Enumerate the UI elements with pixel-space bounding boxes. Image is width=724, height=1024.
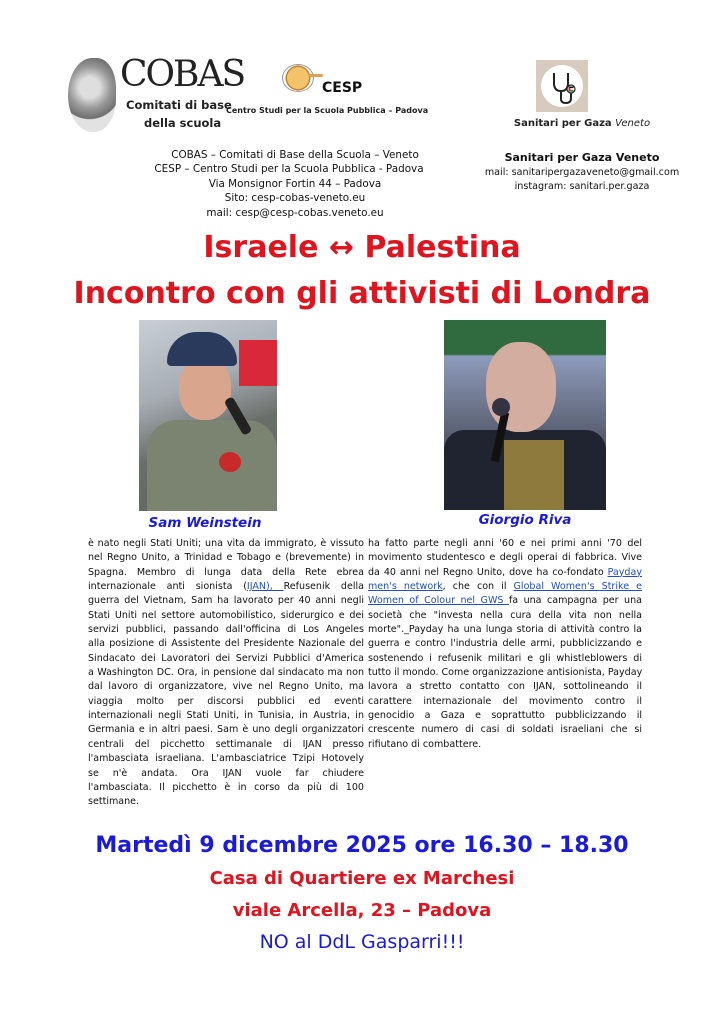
bio-line: sostenendo i refusenik militari e gli whistleblowers di xyxy=(368,652,642,664)
bio-line: Germania e in altri paesi. Sam è uno degli organizzatori xyxy=(88,724,364,736)
bio-line: viaggia molto per discorsi pubblici ed eventi xyxy=(88,695,364,707)
cobas-contact-line: COBAS – Comitati di Base della Scuola – Veneto xyxy=(171,149,419,161)
sanitari-contacts xyxy=(470,150,694,194)
bio-line: rifiutano di combattere. xyxy=(368,738,482,750)
headline-title: Israele ↔ Palestina xyxy=(203,230,521,265)
sanitari-contacts-title: Sanitari per Gaza Veneto xyxy=(504,151,660,164)
photo-figure-cap xyxy=(167,332,237,366)
cobas-contact-line: CESP – Centro Studi per la Scuola Pubblica - Padova xyxy=(154,163,424,176)
bio-line: l'ambasciata israeliana. L'ambasciatrice Tzipi Hotovely xyxy=(88,753,364,765)
photo-figure-head xyxy=(486,342,556,432)
cobas-logo xyxy=(62,50,245,140)
pinocchio-icon xyxy=(282,64,314,92)
bio-line: morte"._Payday ha una lunga storia di attività contro la xyxy=(368,624,642,636)
cobas-contact-line: Via Monsignor Fortin 44 – Padova xyxy=(208,177,382,190)
bio-line: centrali del picchetto settimanale di IJAN presso xyxy=(88,738,364,750)
bio-link[interactable]: IJAN), xyxy=(246,581,284,593)
headline-subtitle: Incontro con gli attivisti di Londra xyxy=(73,276,651,311)
bio-line: settimane. xyxy=(88,796,140,808)
bio-line: alla posizione di Assistente del Presidente Nazionale del xyxy=(88,638,364,650)
bio-link[interactable]: Women of Colour nel GWS xyxy=(368,595,509,607)
bio-line: a Washington DC. Ora, in pensione dal sindacato ma non xyxy=(88,667,364,679)
cesp-logo-subtitle: Centro Studi per la Scuola Pubblica – Padova xyxy=(226,106,429,115)
bio-line: società che "investa nella cura della vita non nella xyxy=(368,609,642,621)
bio-line: se n'è andata. Ora IJAN vuole far chiudere xyxy=(88,767,364,779)
event-date-time: Martedì 9 dicembre 2025 ore 16.30 – 18.30 xyxy=(95,833,629,858)
bio-line: genocidio a Gaza e soprattutto pubblicizzando il xyxy=(368,710,642,722)
photo-shirt-rose xyxy=(219,452,241,472)
bio-link[interactable]: Global Women's Strike e xyxy=(513,581,642,593)
event-slogan: NO al DdL Gasparri!!! xyxy=(259,931,465,953)
stethoscope-icon xyxy=(541,65,583,107)
cesp-logo xyxy=(222,62,442,122)
event-address: viale Arcella, 23 – Padova xyxy=(232,900,492,921)
photo-background-sign xyxy=(239,340,277,386)
bio-line: è nato negli Stati Uniti; una vita da immigrato, è vissuto xyxy=(88,538,364,549)
bio-line: carattere internazionale del movimento contro il xyxy=(368,695,642,707)
event-venue: Casa di Quartiere ex Marchesi xyxy=(209,868,515,889)
cobas-logo-letters: COBAS xyxy=(120,54,245,95)
bio-line: da 40 anni nel Regno Unito, dove ha co-fondato Payday xyxy=(368,566,642,578)
bio-link[interactable]: Payday xyxy=(607,566,642,578)
bio-line: Women of Colour nel GWS fa una campagna per una xyxy=(368,595,642,607)
bio-line: movimento studentesco e degli operai di fabbrica. Vive xyxy=(368,552,642,564)
bio-line: Sindacato dei Lavoratori dei Servizi Pubblici d'America xyxy=(88,652,364,664)
bio-line: guerra e contro l'industria delle armi, pubblicizzando e xyxy=(368,638,642,650)
cobas-website-link[interactable]: Sito: cesp-cobas-veneto.eu xyxy=(224,192,366,205)
cobas-face-illustration xyxy=(68,58,116,132)
photo-figure-body xyxy=(147,420,277,511)
bio-sam-weinstein xyxy=(88,537,364,810)
sanitari-logo xyxy=(536,60,588,112)
sanitari-caption-italic: Veneto xyxy=(615,118,651,129)
speaker-name-sam: Sam Weinstein xyxy=(148,515,262,531)
sanitari-caption-text: Sanitari per Gaza xyxy=(513,118,612,129)
photo-giorgio-riva xyxy=(444,320,606,510)
cobas-logo-line1: Comitati di base xyxy=(126,98,232,112)
bio-link[interactable]: men's network xyxy=(368,581,443,593)
sanitari-mail-link[interactable]: mail: sanitaripergazaveneto@gmail.com xyxy=(484,167,680,178)
cobas-contacts xyxy=(130,148,460,220)
cobas-mail-link[interactable]: mail: cesp@cesp-cobas.veneto.eu xyxy=(206,206,384,219)
bio-line: lavora a stretto contatto con IJAN, sottolineando il xyxy=(368,681,642,693)
photo-figure-head xyxy=(179,358,231,420)
photo-figure-vest xyxy=(504,440,564,510)
bio-line: dal lavoro di organizzatore, vive nel Regno Unito, ma xyxy=(88,681,364,693)
sanitari-logo-caption xyxy=(482,118,682,129)
bio-line: guerra del Vietnam, Sam ha lavorato per 40 anni negli xyxy=(88,595,364,607)
cesp-logo-name: CESP xyxy=(322,80,363,96)
speaker-name-giorgio: Giorgio Riva xyxy=(478,512,572,528)
bio-giorgio-riva xyxy=(368,537,642,752)
bio-line: Spagna. Membro di lunga data della Rete ebrea xyxy=(88,566,364,578)
microphone-icon xyxy=(492,398,510,416)
bio-line: crescente numero di casi di soldati israeliani che si xyxy=(368,724,642,736)
photo-sam-weinstein xyxy=(139,320,277,511)
bio-line: l'ambasciata. Il picchetto è in corso da più di 100 xyxy=(88,781,364,793)
bio-line: Stati Uniti nel settore automobilistico, siderurgico e dei xyxy=(88,609,364,621)
sanitari-instagram-link[interactable]: instagram: sanitari.per.gaza xyxy=(514,181,650,192)
bio-line: internazionali negli Stati Uniti, in Tunisia, in Austria, in xyxy=(88,710,364,722)
cobas-logo-line2: della scuola xyxy=(144,116,222,130)
bio-line: ha fatto parte negli anni '60 e nei primi anni '70 del xyxy=(368,538,642,549)
bio-line: servizi pubblici, passando dall'officina di Los Angeles xyxy=(88,624,364,636)
bio-line: tutto il mondo. Come organizzazione antisionista, Payday xyxy=(368,667,642,679)
bio-line: internazionale anti sionista (IJAN), Refusenik della xyxy=(88,581,364,593)
bio-line: men's network, che con il Global Women's Strike e xyxy=(368,581,642,593)
bio-line: nel Regno Unito, a Trinidad e Tobago e (brevemente) in xyxy=(88,552,364,564)
